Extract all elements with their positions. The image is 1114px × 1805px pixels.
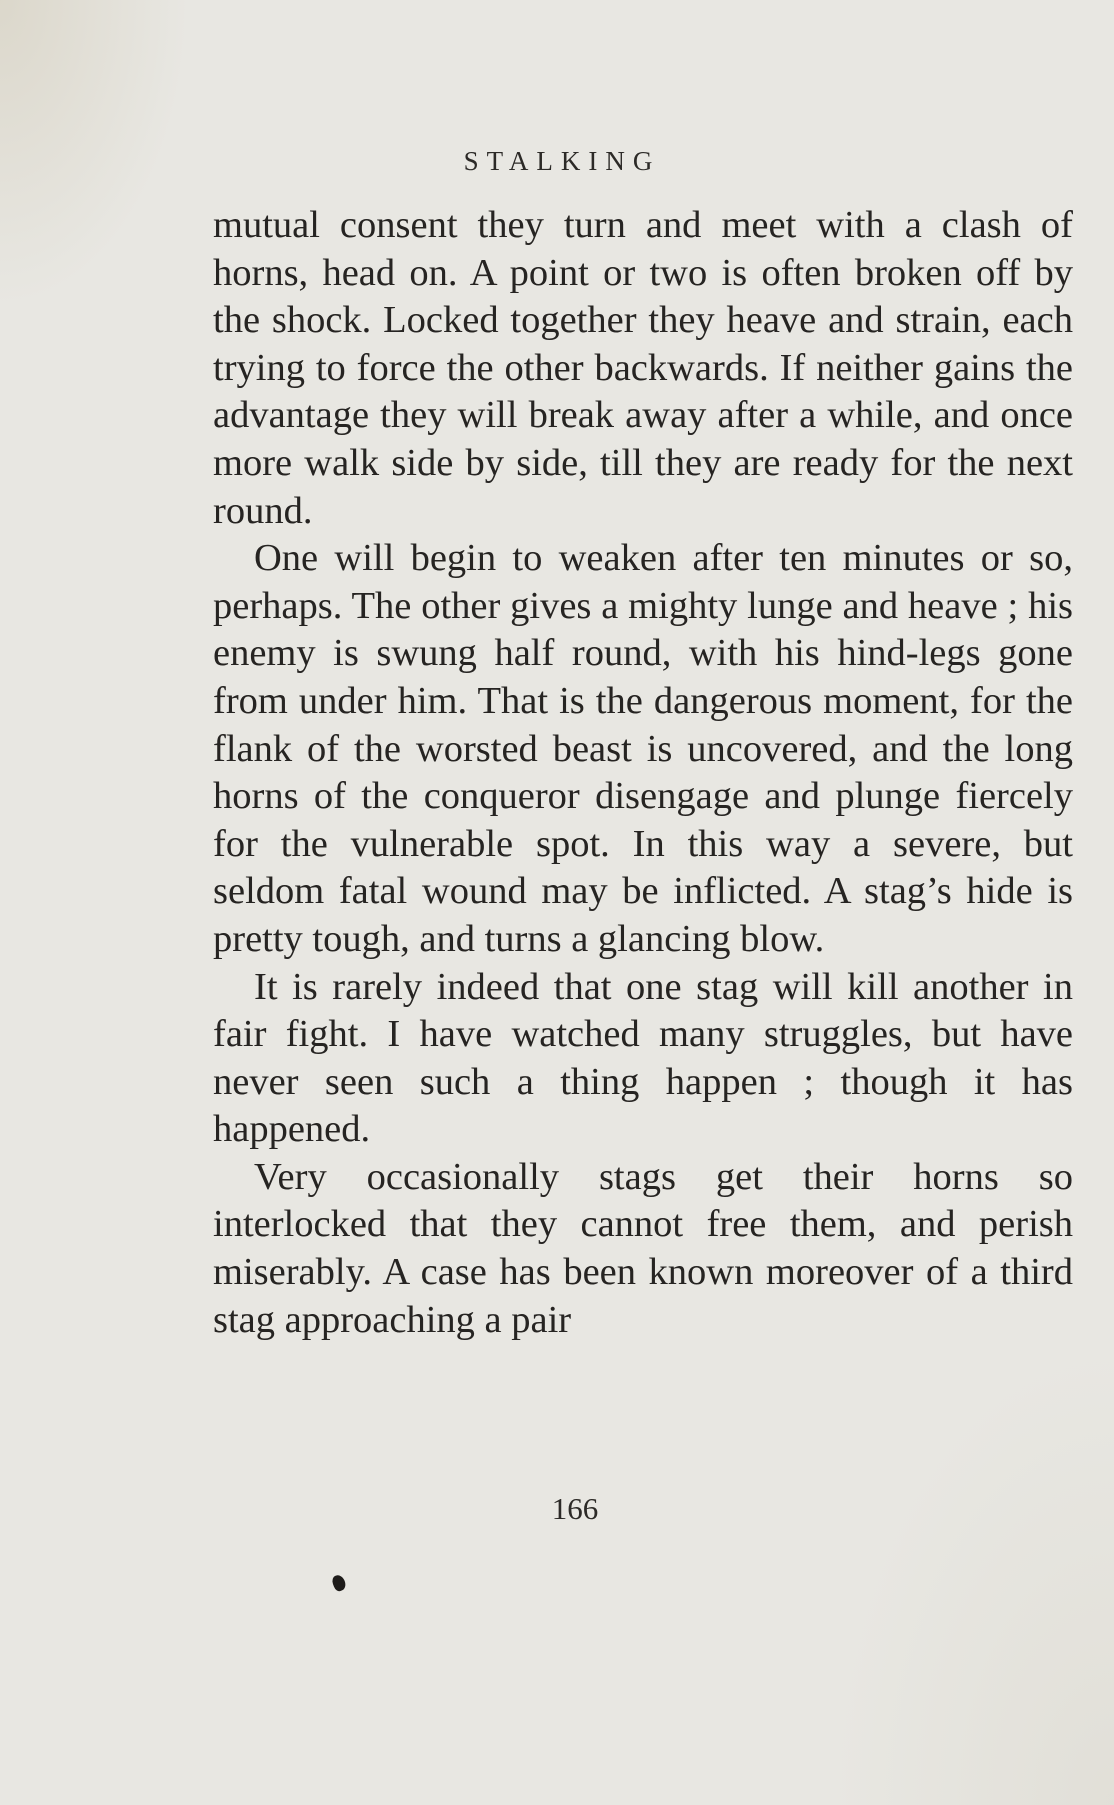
paragraph-2: One will begin to weaken after ten minutes or so, perhaps. The other gives a mighty lunge and heave ; his enemy is swung half round, with his hind-legs gone from under him. That is the dangerous moment, for the flank of the worsted beast is uncovered, and the long horns of the conqueror disengage and plunge fiercely for the vulnerable spot. In this way a severe, but seldom fatal wound may be inflicted. A stag’s hide is pretty tough, and turns a glancing blow. — [213, 537, 1073, 960]
paragraph-3: It is rarely indeed that one stag will kill another in fair fight. I have watched many struggles, but have never seen such a thing happen ; though it has happened. — [213, 965, 1073, 1151]
body-text — [213, 202, 1073, 1344]
ink-spot — [331, 1573, 348, 1592]
paragraph-4: Very occasionally stags get their horns so interlocked that they cannot free them, and perish miserably. A case has been known moreover of a third stag approaching a pair — [213, 1155, 1073, 1341]
page-number: 166 — [551, 1491, 599, 1526]
paragraph-1: mutual consent they turn and meet with a clash of horns, head on. A point or two is often broken off by the shock. Locked together they heave and strain, each trying to force the other backwards. If neither gains the advantage they will break away after a while, and once more walk side by side, till they are ready for the next round. — [213, 204, 1073, 532]
running-head: STALKING — [463, 146, 661, 176]
